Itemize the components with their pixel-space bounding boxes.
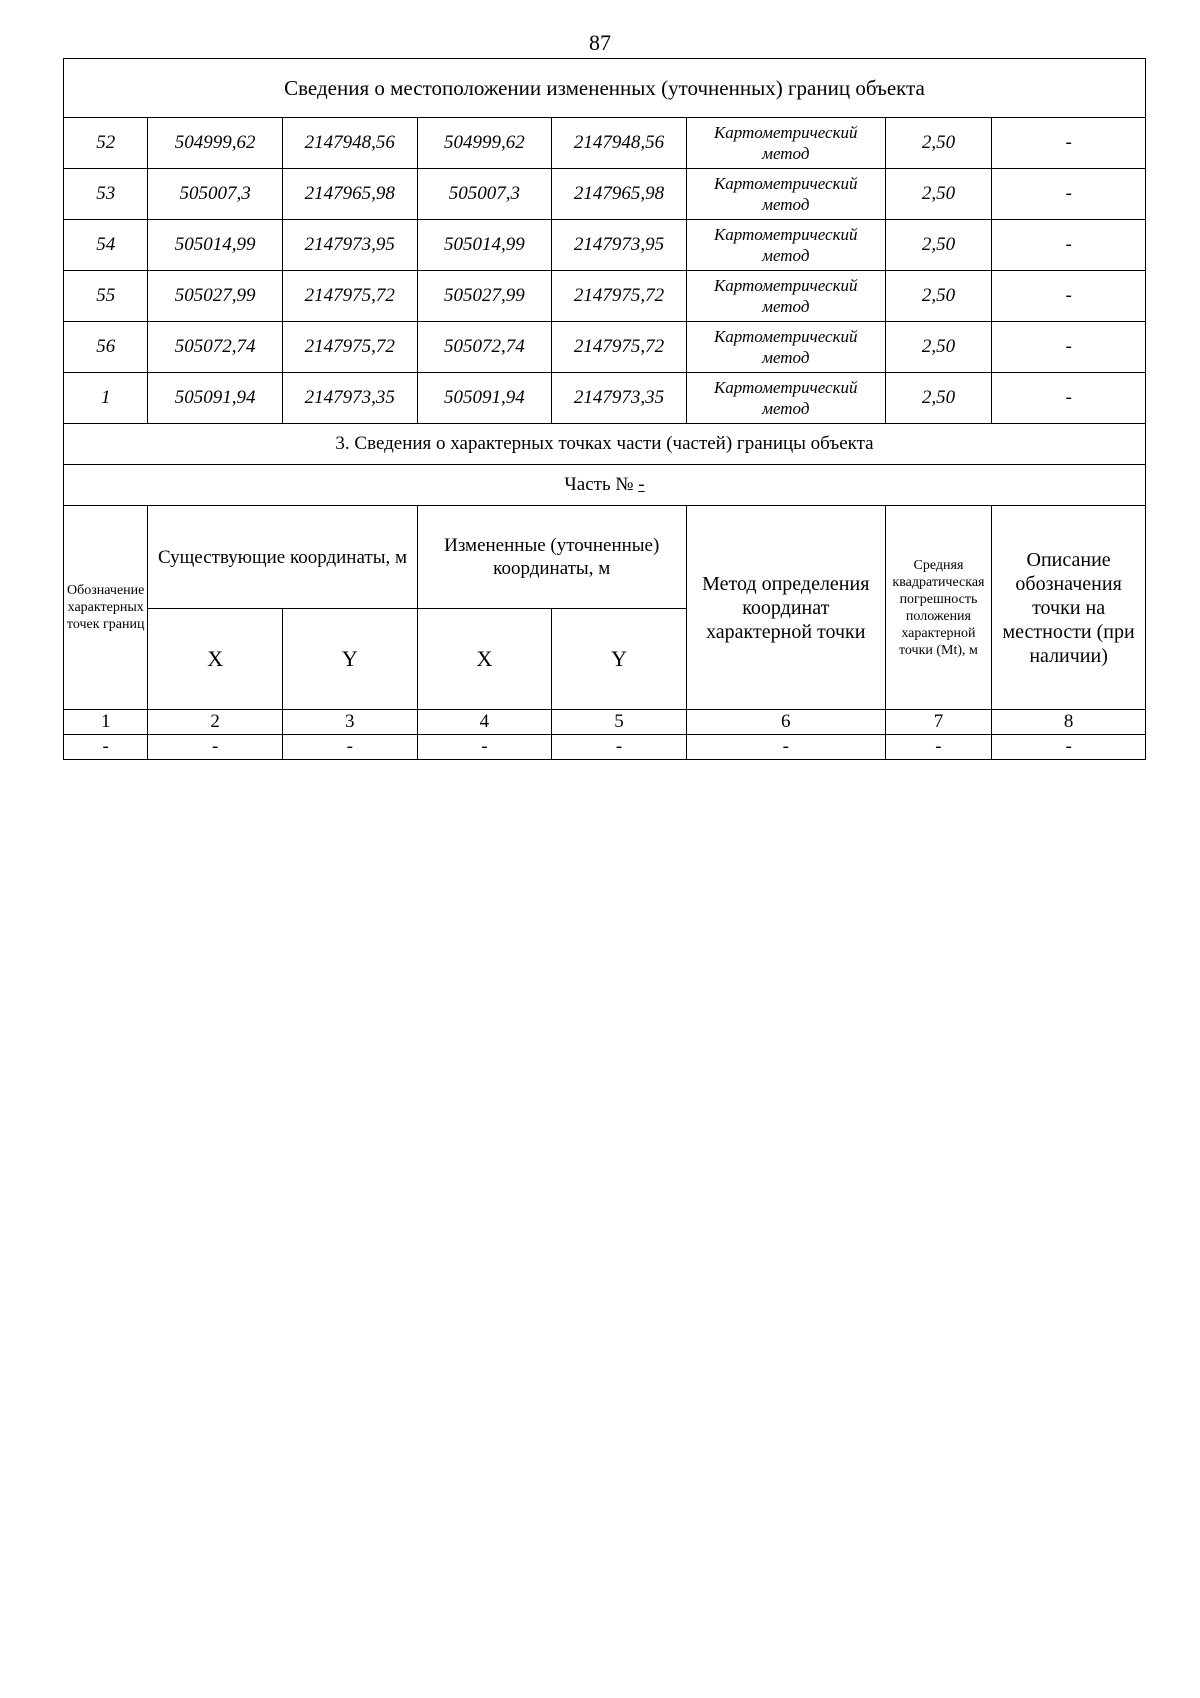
empty-cell: - xyxy=(885,735,991,760)
header-changed-y: Y xyxy=(552,609,687,710)
cell-point-id: 1 xyxy=(64,373,148,424)
cell-error: 2,50 xyxy=(885,220,991,271)
cell-existing-y: 2147965,98 xyxy=(282,169,417,220)
cell-changed-y: 2147975,72 xyxy=(552,271,687,322)
cell-changed-y: 2147973,95 xyxy=(552,220,687,271)
header-changed: Измененные (уточненные) координаты, м xyxy=(417,506,686,609)
column-number: 2 xyxy=(148,710,283,735)
cell-method: Картометрический метод xyxy=(686,169,885,220)
header-row-1 xyxy=(64,506,1146,609)
cell-method: Картометрический метод xyxy=(686,220,885,271)
cell-point-id: 52 xyxy=(64,118,148,169)
column-number: 3 xyxy=(282,710,417,735)
column-number: 7 xyxy=(885,710,991,735)
cell-point-id: 53 xyxy=(64,169,148,220)
table-row xyxy=(64,169,1146,220)
cell-error: 2,50 xyxy=(885,271,991,322)
cell-existing-y: 2147975,72 xyxy=(282,271,417,322)
cell-existing-x: 505027,99 xyxy=(148,271,283,322)
cell-description: - xyxy=(992,118,1146,169)
cell-changed-y: 2147965,98 xyxy=(552,169,687,220)
cell-error: 2,50 xyxy=(885,118,991,169)
cell-description: - xyxy=(992,322,1146,373)
cell-error: 2,50 xyxy=(885,169,991,220)
cell-existing-y: 2147975,72 xyxy=(282,322,417,373)
empty-cell: - xyxy=(417,735,552,760)
table-row xyxy=(64,735,1146,760)
cell-method: Картометрический метод xyxy=(686,322,885,373)
cell-existing-y: 2147948,56 xyxy=(282,118,417,169)
cell-existing-x: 505014,99 xyxy=(148,220,283,271)
column-numbers-row xyxy=(64,710,1146,735)
cell-existing-x: 505091,94 xyxy=(148,373,283,424)
cell-existing-x: 504999,62 xyxy=(148,118,283,169)
cell-changed-x: 505014,99 xyxy=(417,220,552,271)
boundary-table xyxy=(63,58,1146,760)
table-row xyxy=(64,220,1146,271)
header-existing-y: Y xyxy=(282,609,417,710)
cell-point-id: 55 xyxy=(64,271,148,322)
cell-description: - xyxy=(992,220,1146,271)
empty-cell: - xyxy=(686,735,885,760)
section-3-title: 3. Сведения о характерных точках части (частей) границы объекта xyxy=(64,424,1146,465)
cell-point-id: 56 xyxy=(64,322,148,373)
part-row xyxy=(64,465,1146,506)
cell-error: 2,50 xyxy=(885,373,991,424)
cell-existing-y: 2147973,35 xyxy=(282,373,417,424)
cell-description: - xyxy=(992,373,1146,424)
table-row xyxy=(64,373,1146,424)
cell-changed-y: 2147975,72 xyxy=(552,322,687,373)
header-existing-x: X xyxy=(148,609,283,710)
cell-method: Картометрический метод xyxy=(686,118,885,169)
cell-existing-y: 2147973,95 xyxy=(282,220,417,271)
table-row xyxy=(64,322,1146,373)
header-method: Метод определения координат характерной точки xyxy=(686,506,885,710)
cell-changed-x: 505007,3 xyxy=(417,169,552,220)
empty-cell: - xyxy=(148,735,283,760)
empty-cell: - xyxy=(552,735,687,760)
column-number: 1 xyxy=(64,710,148,735)
cell-error: 2,50 xyxy=(885,322,991,373)
header-existing: Существующие координаты, м xyxy=(148,506,417,609)
part-label: Часть № xyxy=(564,474,634,495)
table-title-row xyxy=(64,59,1146,118)
cell-changed-x: 505027,99 xyxy=(417,271,552,322)
cell-changed-x: 505072,74 xyxy=(417,322,552,373)
column-number: 5 xyxy=(552,710,687,735)
column-number: 8 xyxy=(992,710,1146,735)
cell-existing-x: 505007,3 xyxy=(148,169,283,220)
column-number: 4 xyxy=(417,710,552,735)
section-3-row xyxy=(64,424,1146,465)
empty-cell: - xyxy=(992,735,1146,760)
empty-cell: - xyxy=(282,735,417,760)
header-designation: Обозначение характерных точек границ xyxy=(64,506,148,710)
page-number: 87 xyxy=(589,30,611,55)
header-changed-x: X xyxy=(417,609,552,710)
empty-cell: - xyxy=(64,735,148,760)
table-row xyxy=(64,271,1146,322)
header-error: Средняя квадратическая погрешность положения характерной точки (Mt), м xyxy=(885,506,991,710)
cell-description: - xyxy=(992,271,1146,322)
cell-changed-x: 505091,94 xyxy=(417,373,552,424)
part-cell xyxy=(64,465,1146,506)
cell-existing-x: 505072,74 xyxy=(148,322,283,373)
column-number: 6 xyxy=(686,710,885,735)
table-row xyxy=(64,118,1146,169)
cell-changed-y: 2147948,56 xyxy=(552,118,687,169)
cell-description: - xyxy=(992,169,1146,220)
cell-point-id: 54 xyxy=(64,220,148,271)
part-value: - xyxy=(638,474,645,495)
cell-changed-y: 2147973,35 xyxy=(552,373,687,424)
table-title: Сведения о местоположении измененных (уточненных) границ объекта xyxy=(64,59,1146,118)
cell-method: Картометрический метод xyxy=(686,271,885,322)
header-description: Описание обозначения точки на местности (при наличии) xyxy=(992,506,1146,710)
cell-method: Картометрический метод xyxy=(686,373,885,424)
cell-changed-x: 504999,62 xyxy=(417,118,552,169)
